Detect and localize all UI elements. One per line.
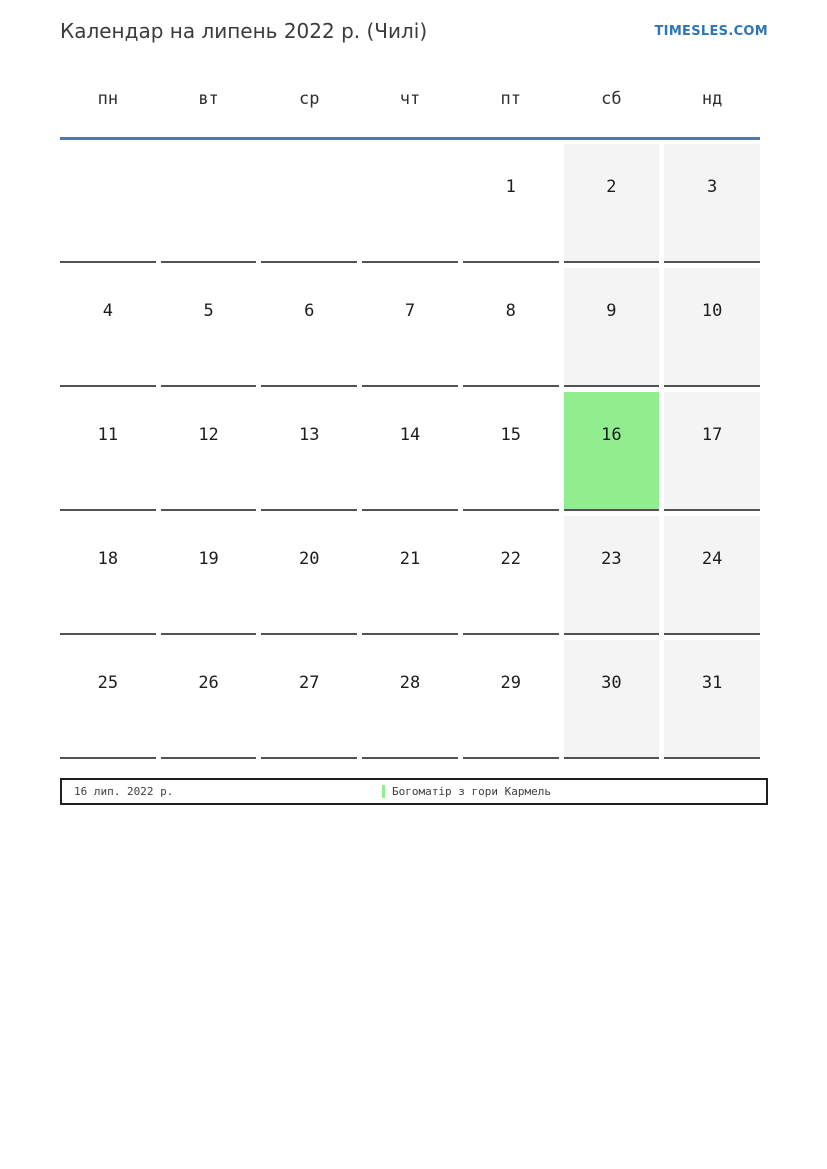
day-number: 2	[606, 177, 617, 197]
day-number: 30	[601, 673, 622, 693]
calendar-day-2	[564, 144, 660, 263]
holiday-marker-icon	[382, 785, 385, 798]
page-header	[60, 19, 768, 44]
calendar-day-21	[362, 516, 458, 635]
day-number: 5	[203, 301, 214, 321]
day-number: 7	[404, 301, 416, 321]
day-number: 10	[701, 301, 723, 321]
calendar-day-14	[362, 392, 458, 511]
day-number: 1	[505, 177, 516, 197]
day-number: 28	[399, 673, 421, 693]
day-number: 8	[505, 301, 516, 321]
day-number: 25	[97, 673, 119, 693]
day-number: 16	[601, 425, 622, 445]
day-number: 27	[299, 673, 320, 693]
calendar-day-6	[261, 268, 357, 387]
day-number: 6	[304, 301, 315, 321]
weekday-saturday: сб	[601, 89, 622, 109]
calendar-empty-cell	[362, 144, 458, 263]
weekday-friday: пт	[500, 89, 521, 109]
calendar-day-23	[564, 516, 660, 635]
day-number: 9	[606, 301, 617, 321]
calendar-day-12	[161, 392, 257, 511]
calendar-day-19	[161, 516, 257, 635]
day-number: 23	[601, 549, 622, 569]
calendar-day-17	[664, 392, 760, 511]
day-number: 11	[97, 425, 119, 445]
calendar-day-28	[362, 640, 458, 759]
day-number: 22	[500, 549, 521, 569]
day-number: 26	[198, 673, 219, 693]
weekday-thursday: чт	[399, 89, 421, 109]
calendar	[60, 88, 760, 759]
holiday-label: Богоматір з гори Кармель	[392, 785, 551, 798]
calendar-day-24	[664, 516, 760, 635]
day-number	[362, 144, 458, 177]
day-number	[60, 144, 156, 177]
calendar-day-30	[564, 640, 660, 759]
calendar-day-31	[664, 640, 760, 759]
calendar-day-22	[463, 516, 559, 635]
calendar-page	[60, 0, 768, 805]
weekday-monday: пн	[97, 89, 119, 109]
calendar-day-25	[60, 640, 156, 759]
day-number: 13	[299, 425, 320, 445]
day-number: 19	[198, 549, 219, 569]
calendar-day-3	[664, 144, 760, 263]
page-title: Календар на липень 2022 р. (Чилі)	[60, 19, 428, 43]
site-link[interactable]: TIMESLES.COM	[654, 24, 768, 39]
weekday-tuesday: вт	[198, 89, 219, 109]
day-number: 29	[500, 673, 521, 693]
day-number	[161, 144, 257, 177]
calendar-empty-cell	[161, 144, 257, 263]
footer-date: 16 лип. 2022 р.	[74, 785, 174, 798]
day-number: 4	[102, 301, 113, 321]
calendar-day-29	[463, 640, 559, 759]
calendar-day-20	[261, 516, 357, 635]
day-number: 31	[701, 673, 723, 693]
calendar-day-27	[261, 640, 357, 759]
weekday-sunday: нд	[701, 89, 723, 109]
calendar-day-13	[261, 392, 357, 511]
calendar-day-15	[463, 392, 559, 511]
calendar-day-16	[564, 392, 660, 511]
calendar-empty-cell	[60, 144, 156, 263]
day-number: 18	[97, 549, 119, 569]
calendar-day-10	[664, 268, 760, 387]
calendar-day-11	[60, 392, 156, 511]
day-number: 21	[399, 549, 421, 569]
day-number: 15	[500, 425, 521, 445]
calendar-day-5	[161, 268, 257, 387]
holiday-legend	[382, 780, 551, 803]
footer-legend-box	[60, 778, 768, 805]
calendar-grid	[60, 144, 760, 759]
calendar-empty-cell	[261, 144, 357, 263]
calendar-day-8	[463, 268, 559, 387]
day-number: 14	[399, 425, 421, 445]
calendar-day-9	[564, 268, 660, 387]
day-number: 24	[701, 549, 723, 569]
day-number: 3	[707, 177, 718, 197]
day-number: 20	[299, 549, 320, 569]
calendar-day-1	[463, 144, 559, 263]
day-number	[261, 144, 357, 177]
calendar-day-18	[60, 516, 156, 635]
calendar-day-4	[60, 268, 156, 387]
weekday-wednesday: ср	[299, 89, 320, 109]
day-number: 17	[701, 425, 723, 445]
calendar-day-7	[362, 268, 458, 387]
weekday-header-row	[60, 88, 760, 140]
day-number: 12	[198, 425, 219, 445]
calendar-day-26	[161, 640, 257, 759]
